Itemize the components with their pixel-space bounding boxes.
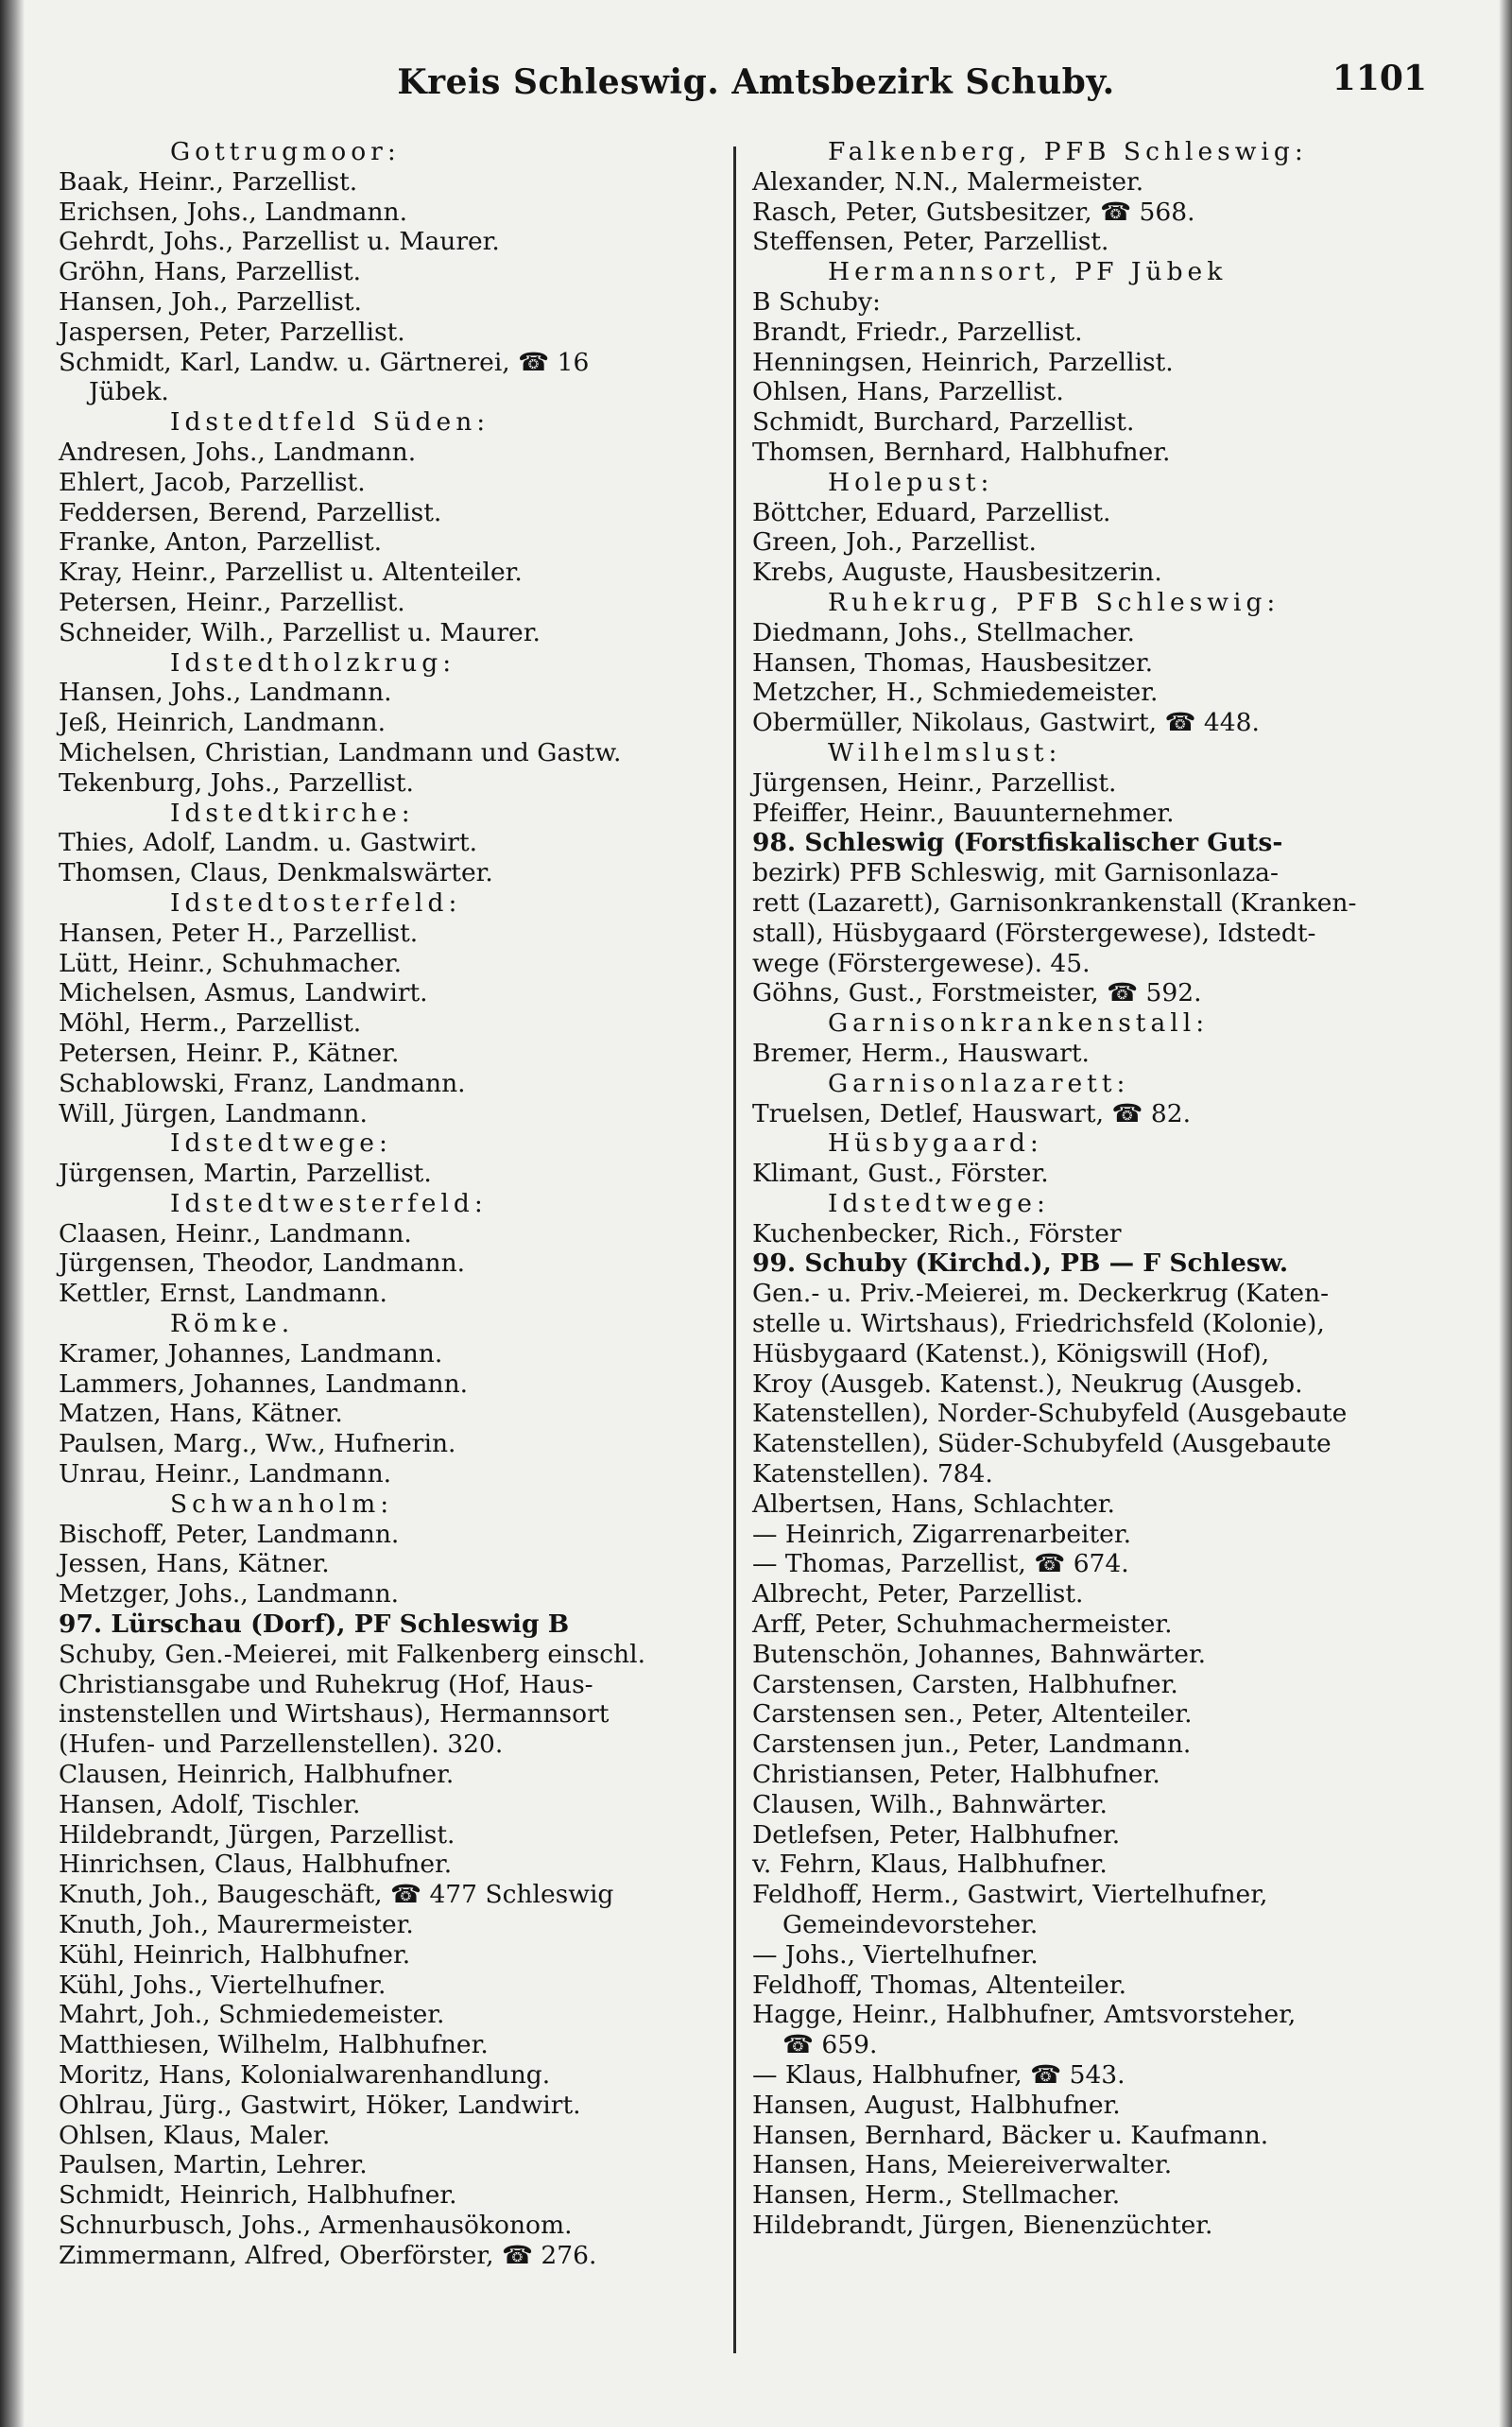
directory-line: Hansen, Herm., Stellmacher. <box>752 2180 1121 2211</box>
page-edge-shadow-right <box>1499 0 1512 2427</box>
directory-line: Rasch, Peter, Gutsbesitzer, ☎ 568. <box>752 197 1195 227</box>
directory-line: Jübek. <box>89 377 169 407</box>
locality-heading: Gottrugmoor: <box>170 137 401 166</box>
directory-line: Bremer, Herm., Hauswart. <box>752 1038 1090 1068</box>
directory-line: Moritz, Hans, Kolonialwarenhandlung. <box>59 2060 551 2090</box>
directory-line: Will, Jürgen, Landmann. <box>59 1098 368 1128</box>
directory-line: Knuth, Joh., Baugeschäft, ☎ 477 Schleswig <box>59 1880 614 1910</box>
directory-line: Knuth, Joh., Maurermeister. <box>59 1910 414 1940</box>
directory-line: Erichsen, Johs., Landmann. <box>59 197 408 227</box>
directory-line: v. Fehrn, Klaus, Halbhufner. <box>752 1850 1108 1880</box>
locality-heading: Idstedtkirche: <box>170 798 415 828</box>
directory-line: B Schuby: <box>752 286 881 317</box>
directory-line: Carstensen jun., Peter, Landmann. <box>752 1730 1192 1760</box>
directory-line: Tekenburg, Johs., Parzellist. <box>59 767 414 798</box>
directory-line: Hansen, Thomas, Hausbesitzer. <box>752 647 1154 678</box>
directory-line: Diedmann, Johs., Stellmacher. <box>752 617 1135 647</box>
directory-line: Krebs, Auguste, Hausbesitzerin. <box>752 558 1162 588</box>
directory-line: Hansen, Adolf, Tischler. <box>59 1789 361 1819</box>
directory-line: Feddersen, Berend, Parzellist. <box>59 497 442 527</box>
directory-line: — Heinrich, Zigarrenarbeiter. <box>752 1519 1131 1549</box>
directory-line: Paulsen, Martin, Lehrer. <box>59 2150 368 2180</box>
directory-line: (Hufen- und Parzellenstellen). 320. <box>59 1730 504 1760</box>
directory-line: Kuchenbecker, Rich., Förster <box>752 1218 1122 1248</box>
locality-heading: Idstedtholzkrug: <box>170 647 456 678</box>
directory-line: Pfeiffer, Heinr., Bauunternehmer. <box>752 798 1175 828</box>
directory-line: Hinrichsen, Claus, Halbhufner. <box>59 1850 453 1880</box>
directory-line: instenstellen und Wirtshaus), Hermannsort <box>59 1699 610 1730</box>
directory-line: Möhl, Herm., Parzellist. <box>59 1008 362 1039</box>
directory-line: stall), Hüsbygaard (Förstergewese), Idstedt- <box>752 918 1316 948</box>
directory-line: Ohlsen, Klaus, Maler. <box>59 2120 331 2150</box>
directory-line: Zimmermann, Alfred, Oberförster, ☎ 276. <box>59 2240 597 2270</box>
directory-line: Jürgensen, Theodor, Landmann. <box>59 1248 466 1279</box>
directory-line: Alexander, N.N., Malermeister. <box>752 166 1144 197</box>
locality-heading: Holepust: <box>828 467 994 497</box>
locality-heading: Idstedtwesterfeld: <box>170 1188 488 1218</box>
locality-heading: Idstedtosterfeld: <box>170 887 462 918</box>
directory-line: Clausen, Heinrich, Halbhufner. <box>59 1760 455 1790</box>
directory-line: Hagge, Heinr., Halbhufner, Amtsvorsteher, <box>752 2000 1297 2030</box>
directory-line: Hildebrandt, Jürgen, Parzellist. <box>59 1819 455 1850</box>
directory-line: rett (Lazarett), Garnisonkrankenstall (Kranken- <box>752 887 1357 918</box>
locality-heading: Idstedtwege: <box>828 1188 1050 1218</box>
directory-line: Jeß, Heinrich, Landmann. <box>59 708 387 738</box>
directory-line: Feldhoff, Thomas, Altenteiler. <box>752 1970 1127 2000</box>
directory-line: Gehrdt, Johs., Parzellist u. Maurer. <box>59 227 500 257</box>
locality-heading: Garnisonlazarett: <box>828 1068 1130 1098</box>
directory-line: Mahrt, Joh., Schmiedemeister. <box>59 2000 445 2030</box>
directory-line: — Klaus, Halbhufner, ☎ 543. <box>752 2060 1125 2090</box>
directory-line: stelle u. Wirtshaus), Friedrichsfeld (Kolonie), <box>752 1309 1325 1339</box>
directory-line: Michelsen, Asmus, Landwirt. <box>59 978 428 1008</box>
directory-line: Böttcher, Eduard, Parzellist. <box>752 497 1111 527</box>
directory-line: Claasen, Heinr., Landmann. <box>59 1218 412 1248</box>
directory-line: Metzger, Johs., Landmann. <box>59 1579 400 1609</box>
directory-line: Detlefsen, Peter, Halbhufner. <box>752 1819 1121 1850</box>
directory-line: Brandt, Friedr., Parzellist. <box>752 317 1083 347</box>
page-edge-shadow-left <box>0 0 25 2427</box>
directory-line: Steffensen, Peter, Parzellist. <box>752 227 1109 257</box>
page-number: 1101 <box>1332 59 1427 98</box>
directory-line: Christiansgabe und Ruhekrug (Hof, Haus- <box>59 1669 593 1699</box>
locality-heading: Hüsbygaard: <box>828 1128 1043 1159</box>
directory-line: Jaspersen, Peter, Parzellist. <box>59 317 405 347</box>
directory-line: Arff, Peter, Schuhmachermeister. <box>752 1609 1173 1640</box>
locality-heading: Idstedtfeld Süden: <box>170 407 490 438</box>
locality-heading: Idstedtwege: <box>170 1128 392 1159</box>
page-header <box>57 55 1455 121</box>
directory-line: Hildebrandt, Jürgen, Bienenzüchter. <box>752 2210 1213 2240</box>
column-divider <box>733 146 736 2353</box>
directory-line: wege (Förstergewese). 45. <box>752 948 1091 978</box>
directory-line: Schuby, Gen.-Meierei, mit Falkenberg einschl. <box>59 1639 646 1669</box>
directory-line: Gemeindevorsteher. <box>782 1910 1039 1940</box>
directory-line: Kroy (Ausgeb. Katenst.), Neukrug (Ausgeb. <box>752 1368 1303 1399</box>
directory-line: Green, Joh., Parzellist. <box>752 527 1037 558</box>
directory-line: Kray, Heinr., Parzellist u. Altenteiler. <box>59 558 523 588</box>
municipality-entry-heading: 99. Schuby (Kirchd.), PB — F Schlesw. <box>752 1248 1289 1279</box>
directory-line: Albrecht, Peter, Parzellist. <box>752 1579 1084 1609</box>
directory-line: bezirk) PFB Schleswig, mit Garnisonlaza- <box>752 858 1279 888</box>
directory-line: Jessen, Hans, Kätner. <box>59 1549 330 1579</box>
running-title: Kreis Schleswig. Amtsbezirk Schuby. <box>397 62 1115 102</box>
locality-heading: Ruhekrug, PFB Schleswig: <box>828 587 1280 617</box>
directory-line: Katenstellen), Süder-Schubyfeld (Ausgebaute <box>752 1429 1332 1459</box>
directory-line: Katenstellen), Norder-Schubyfeld (Ausgebaute <box>752 1399 1348 1429</box>
municipality-entry-heading: 97. Lürschau (Dorf), PF Schleswig B <box>59 1609 570 1640</box>
directory-line: Hansen, Bernhard, Bäcker u. Kaufmann. <box>752 2120 1269 2150</box>
directory-line: Katenstellen). 784. <box>752 1459 993 1489</box>
directory-line: Gröhn, Hans, Parzellist. <box>59 257 362 287</box>
municipality-entry-heading: 98. Schleswig (Forstfiskalischer Guts- <box>752 828 1283 858</box>
directory-line: Matzen, Hans, Kätner. <box>59 1399 343 1429</box>
directory-line: Feldhoff, Herm., Gastwirt, Viertelhufner, <box>752 1880 1268 1910</box>
right-column <box>752 137 1470 2241</box>
directory-line: Ehlert, Jacob, Parzellist. <box>59 467 366 497</box>
directory-line: Kühl, Heinrich, Halbhufner. <box>59 1939 411 1970</box>
directory-line: — Thomas, Parzellist, ☎ 674. <box>752 1549 1129 1579</box>
directory-line: Klimant, Gust., Förster. <box>752 1159 1049 1189</box>
directory-line: Truelsen, Detlef, Hauswart, ☎ 82. <box>752 1098 1192 1128</box>
directory-line: Paulsen, Marg., Ww., Hufnerin. <box>59 1429 456 1459</box>
directory-line: Kettler, Ernst, Landmann. <box>59 1279 387 1309</box>
directory-line: Hüsbygaard (Katenst.), Königswill (Hof), <box>752 1338 1270 1368</box>
directory-line: Thomsen, Bernhard, Halbhufner. <box>752 437 1171 467</box>
directory-line: Bischoff, Peter, Landmann. <box>59 1519 400 1549</box>
locality-heading: Wilhelmslust: <box>828 737 1062 767</box>
directory-line: Schmidt, Heinrich, Halbhufner. <box>59 2180 457 2211</box>
directory-line: Schmidt, Karl, Landw. u. Gärtnerei, ☎ 16 <box>59 347 590 377</box>
directory-line: Lammers, Johannes, Landmann. <box>59 1368 469 1399</box>
left-column <box>59 137 720 2271</box>
locality-heading: Garnisonkrankenstall: <box>828 1008 1210 1039</box>
directory-line: Albertsen, Hans, Schlachter. <box>752 1489 1115 1519</box>
locality-heading: Schwanholm: <box>170 1489 394 1519</box>
directory-line: — Johs., Viertelhufner. <box>752 1939 1039 1970</box>
directory-line: Obermüller, Nikolaus, Gastwirt, ☎ 448. <box>752 708 1260 738</box>
directory-line: Michelsen, Christian, Landmann und Gastw. <box>59 737 622 767</box>
directory-line: Butenschön, Johannes, Bahnwärter. <box>752 1639 1207 1669</box>
directory-line: Schablowski, Franz, Landmann. <box>59 1068 466 1098</box>
directory-line: Hansen, Peter H., Parzellist. <box>59 918 419 948</box>
directory-line: Clausen, Wilh., Bahnwärter. <box>752 1789 1108 1819</box>
directory-line: Gen.- u. Priv.-Meierei, m. Deckerkrug (Katen- <box>752 1279 1330 1309</box>
directory-line: Ohlrau, Jürg., Gastwirt, Höker, Landwirt. <box>59 2090 581 2120</box>
locality-heading: Hermannsort, PF Jübek <box>828 257 1228 287</box>
directory-line: Jürgensen, Heinr., Parzellist. <box>752 767 1117 798</box>
directory-line: Hansen, Johs., Landmann. <box>59 678 392 708</box>
directory-line: Matthiesen, Wilhelm, Halbhufner. <box>59 2030 489 2060</box>
directory-line: Unrau, Heinr., Landmann. <box>59 1459 392 1489</box>
directory-line: Schneider, Wilh., Parzellist u. Maurer. <box>59 617 541 647</box>
directory-line: Franke, Anton, Parzellist. <box>59 527 383 558</box>
directory-line: Schnurbusch, Johs., Armenhausökonom. <box>59 2210 573 2240</box>
directory-line: Petersen, Heinr. P., Kätner. <box>59 1038 400 1068</box>
locality-heading: Falkenberg, PFB Schleswig: <box>828 137 1308 166</box>
directory-line: Thies, Adolf, Landm. u. Gastwirt. <box>59 828 478 858</box>
directory-line: Kühl, Johs., Viertelhufner. <box>59 1970 387 2000</box>
directory-line: Carstensen sen., Peter, Altenteiler. <box>752 1699 1193 1730</box>
directory-line: Schmidt, Burchard, Parzellist. <box>752 407 1135 438</box>
directory-line: Lütt, Heinr., Schuhmacher. <box>59 948 403 978</box>
locality-heading: Römke. <box>170 1309 295 1339</box>
directory-line: Hansen, Joh., Parzellist. <box>59 286 362 317</box>
directory-line: Christiansen, Peter, Halbhufner. <box>752 1760 1160 1790</box>
directory-line: Göhns, Gust., Forstmeister, ☎ 592. <box>752 978 1202 1008</box>
directory-line: Hansen, August, Halbhufner. <box>752 2090 1121 2120</box>
directory-line: Jürgensen, Martin, Parzellist. <box>59 1159 432 1189</box>
directory-line: Kramer, Johannes, Landmann. <box>59 1338 443 1368</box>
directory-line: Carstensen, Carsten, Halbhufner. <box>752 1669 1178 1699</box>
directory-line: Petersen, Heinr., Parzellist. <box>59 587 405 617</box>
directory-line: Henningsen, Heinrich, Parzellist. <box>752 347 1174 377</box>
directory-line: Hansen, Hans, Meiereiverwalter. <box>752 2150 1173 2180</box>
directory-line: Thomsen, Claus, Denkmalswärter. <box>59 858 493 888</box>
directory-line: Ohlsen, Hans, Parzellist. <box>752 377 1064 407</box>
directory-line: Baak, Heinr., Parzellist. <box>59 166 358 197</box>
directory-line: Andresen, Johs., Landmann. <box>59 437 417 467</box>
directory-line: ☎ 659. <box>782 2030 878 2060</box>
directory-line: Metzcher, H., Schmiedemeister. <box>752 678 1159 708</box>
